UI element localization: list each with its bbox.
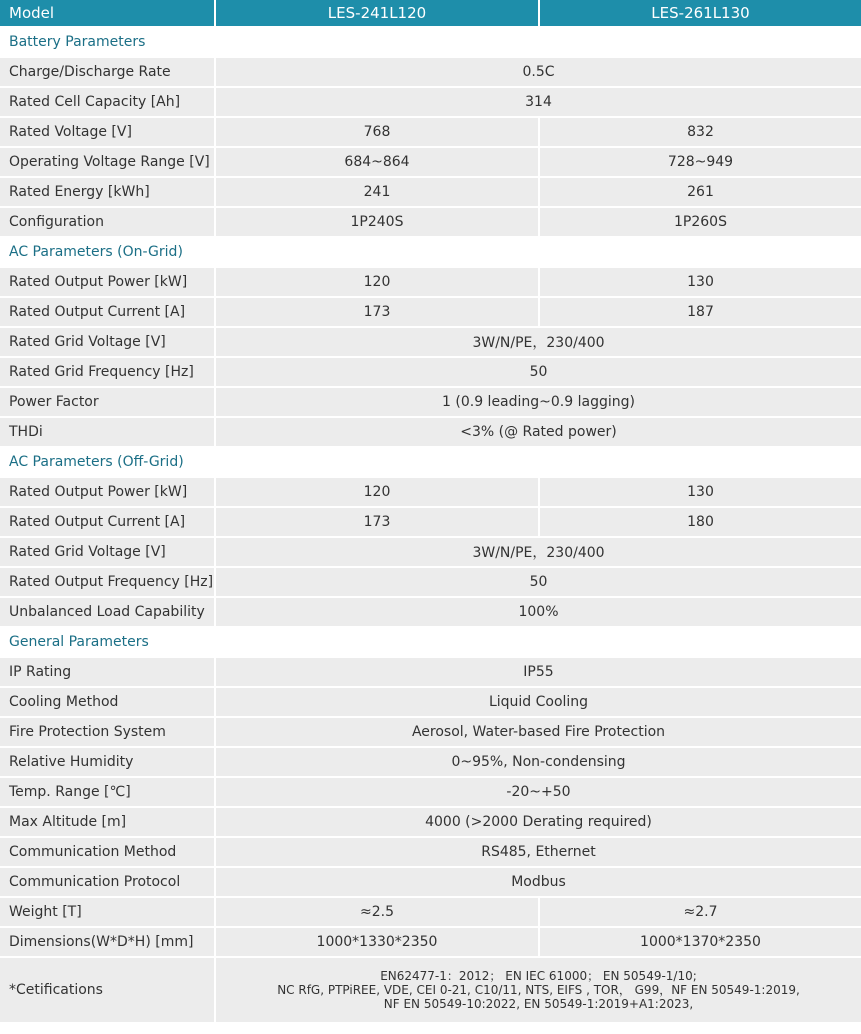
spec-label: Rated Grid Voltage [V] [0,537,215,567]
certifications-label: *Cetifications [0,957,215,1023]
spec-value-model-1: 173 [215,507,539,537]
spec-row [0,777,861,807]
spec-value-model-1: 173 [215,297,539,327]
spec-label: THDi [0,417,215,447]
spec-value-shared: 50 [215,567,861,597]
section-title: AC Parameters (Off-Grid) [0,447,861,477]
spec-value-model-2: 180 [539,507,861,537]
spec-value-shared: Liquid Cooling [215,687,861,717]
spec-row [0,717,861,747]
spec-row [0,687,861,717]
spec-value-shared: 3W/N/PE，230/400 [215,327,861,357]
spec-value-shared: 0.5C [215,57,861,87]
spec-label: Weight [T] [0,897,215,927]
spec-label: Rated Energy [kWh] [0,177,215,207]
spec-value-model-2: 130 [539,267,861,297]
spec-label: Max Altitude [m] [0,807,215,837]
spec-value-shared: 100% [215,597,861,627]
spec-value-shared: 3W/N/PE，230/400 [215,537,861,567]
spec-row [0,477,861,507]
section-header-row [0,27,861,57]
spec-label: Rated Output Power [kW] [0,477,215,507]
spec-value-shared: 314 [215,87,861,117]
spec-label: Unbalanced Load Capability [0,597,215,627]
spec-value-shared: IP55 [215,657,861,687]
spec-row [0,267,861,297]
spec-label: Power Factor [0,387,215,417]
spec-label: Communication Protocol [0,867,215,897]
spec-value-shared: Modbus [215,867,861,897]
spec-row [0,357,861,387]
spec-value-model-2: 130 [539,477,861,507]
model-header-label: Model [0,0,215,27]
spec-label: Rated Output Power [kW] [0,267,215,297]
spec-value-model-1: 1000*1330*2350 [215,927,539,957]
spec-row [0,507,861,537]
section-header-row [0,447,861,477]
certification-line: NC RfG, PTPiREE, VDE, CEI 0-21, C10/11, NTS, EIFS , TOR， G99，NF EN 50549-1:2019, [277,983,800,997]
spec-value-model-2: ≈2.7 [539,897,861,927]
spec-row [0,537,861,567]
spec-label: Operating Voltage Range [V] [0,147,215,177]
spec-row [0,747,861,777]
spec-label: Rated Voltage [V] [0,117,215,147]
spec-value-shared: 50 [215,357,861,387]
spec-value-shared: -20~+50 [215,777,861,807]
spec-value-model-2: 728~949 [539,147,861,177]
certifications-row [0,957,861,1023]
spec-label: Temp. Range [℃] [0,777,215,807]
spec-row [0,567,861,597]
spec-row [0,387,861,417]
spec-value-model-1: 241 [215,177,539,207]
spec-label: Cooling Method [0,687,215,717]
spec-value-model-1: 1P240S [215,207,539,237]
spec-label: Configuration [0,207,215,237]
spec-label: Communication Method [0,837,215,867]
spec-value-model-1: ≈2.5 [215,897,539,927]
section-header-row [0,237,861,267]
spec-value-shared: <3% (@ Rated power) [215,417,861,447]
spec-row [0,297,861,327]
spec-label: Rated Grid Voltage [V] [0,327,215,357]
certification-line: NF EN 50549-10:2022, EN 50549-1:2019+A1:2023, [383,997,694,1011]
spec-value-model-2: 832 [539,117,861,147]
spec-value-model-1: 120 [215,267,539,297]
spec-label: Fire Protection System [0,717,215,747]
section-title: General Parameters [0,627,861,657]
spec-row [0,57,861,87]
section-title: AC Parameters (On-Grid) [0,237,861,267]
spec-value-shared: 1 (0.9 leading~0.9 lagging) [215,387,861,417]
spec-label: IP Rating [0,657,215,687]
certifications-value [215,957,861,1023]
spec-label: Charge/Discharge Rate [0,57,215,87]
spec-value-shared: 0~95%, Non-condensing [215,747,861,777]
spec-value-shared: Aerosol, Water-based Fire Protection [215,717,861,747]
spec-value-model-2: 261 [539,177,861,207]
spec-row [0,897,861,927]
model-header-row [0,0,861,27]
certification-line: EN62477-1：2012； EN IEC 61000； EN 50549-1/10; [380,969,697,983]
spec-row [0,927,861,957]
model-name-2: LES-261L130 [539,0,861,27]
model-name-1: LES-241L120 [215,0,539,27]
spec-label: Rated Output Frequency [Hz] [0,567,215,597]
spec-value-shared: 4000 (>2000 Derating required) [215,807,861,837]
spec-value-model-2: 187 [539,297,861,327]
spec-value-model-1: 684~864 [215,147,539,177]
spec-label: Relative Humidity [0,747,215,777]
spec-label: Dimensions(W*D*H) [mm] [0,927,215,957]
spec-row [0,87,861,117]
spec-row [0,837,861,867]
section-header-row [0,627,861,657]
spec-row [0,147,861,177]
spec-row [0,807,861,837]
spec-value-shared: RS485, Ethernet [215,837,861,867]
spec-label: Rated Cell Capacity [Ah] [0,87,215,117]
spec-row [0,597,861,627]
spec-value-model-2: 1P260S [539,207,861,237]
spec-label: Rated Output Current [A] [0,507,215,537]
spec-value-model-1: 120 [215,477,539,507]
spec-row [0,867,861,897]
section-title: Battery Parameters [0,27,861,57]
spec-label: Rated Grid Frequency [Hz] [0,357,215,387]
spec-row [0,417,861,447]
spec-value-model-2: 1000*1370*2350 [539,927,861,957]
spec-row [0,117,861,147]
spec-row [0,657,861,687]
spec-value-model-1: 768 [215,117,539,147]
spec-row [0,327,861,357]
spec-row [0,207,861,237]
spec-label: Rated Output Current [A] [0,297,215,327]
spec-row [0,177,861,207]
